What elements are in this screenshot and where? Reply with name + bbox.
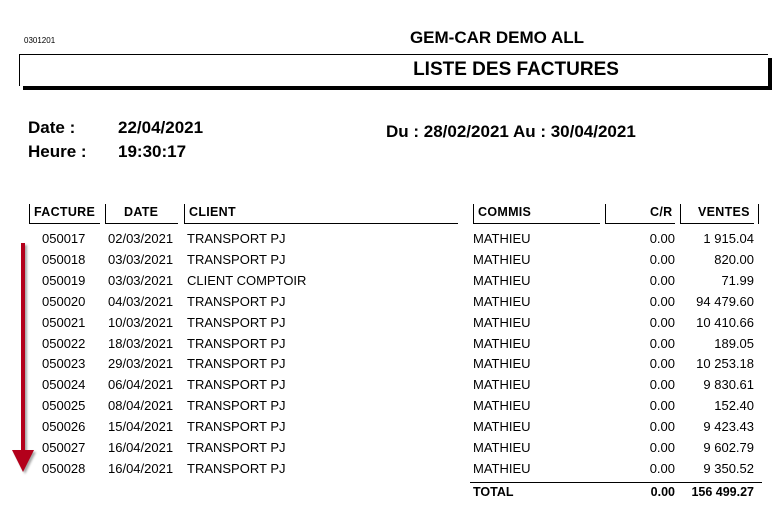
cell-facture: 050020 <box>42 293 86 309</box>
cell-facture: 050026 <box>42 419 86 435</box>
column-divider <box>184 204 185 224</box>
header-underline <box>473 223 600 224</box>
cell-commis: MATHIEU <box>473 335 531 351</box>
arrow-down-icon <box>12 450 34 472</box>
cell-facture: 050027 <box>42 440 86 455</box>
cell-client: TRANSPORT PJ <box>187 231 286 246</box>
column-header-ventes: VENTES <box>698 205 750 219</box>
cell-commis: MATHIEU <box>473 440 531 455</box>
date-value: 22/04/2021 <box>118 118 204 137</box>
cell-ventes: 152.40 <box>714 398 754 414</box>
cell-cr: 0.00 <box>649 272 675 288</box>
report-title: LISTE DES FACTURES <box>413 59 619 80</box>
cell-commis: MATHIEU <box>473 314 531 330</box>
cell-commis: MATHIEU <box>473 272 531 288</box>
cell-facture: 050021 <box>42 314 86 330</box>
cell-client: TRANSPORT PJ <box>187 440 286 455</box>
column-divider <box>473 204 474 224</box>
header-underline <box>184 223 458 224</box>
cell-ventes: 1 915.04 <box>703 231 754 246</box>
time-value: 19:30:17 <box>118 142 187 161</box>
cell-client: TRANSPORT PJ <box>187 377 286 393</box>
cell-cr: 0.00 <box>649 460 675 476</box>
cell-cr: 0.00 <box>649 356 675 372</box>
cell-ventes: 9 602.79 <box>703 440 754 455</box>
cell-cr: 0.00 <box>649 419 675 435</box>
header-underline <box>105 223 178 224</box>
cell-date: 04/03/2021 <box>108 293 174 309</box>
cell-client: TRANSPORT PJ <box>187 460 286 476</box>
cell-client: TRANSPORT PJ <box>187 356 286 372</box>
total-ventes: 156 499.27 <box>691 485 754 499</box>
arrow-down-icon-shaft <box>21 243 25 453</box>
column-header-date: DATE <box>124 205 159 219</box>
cell-ventes: 10 410.66 <box>696 314 754 330</box>
cell-ventes: 71.99 <box>721 272 754 288</box>
total-label: TOTAL <box>473 485 514 499</box>
header-underline <box>680 223 754 224</box>
cell-client: TRANSPORT PJ <box>187 293 286 309</box>
cell-commis: MATHIEU <box>473 398 531 414</box>
cell-client: TRANSPORT PJ <box>187 335 286 351</box>
cell-ventes: 9 350.52 <box>703 460 754 476</box>
cell-ventes: 94 479.60 <box>696 293 754 309</box>
cell-client: TRANSPORT PJ <box>187 251 286 267</box>
cell-commis: MATHIEU <box>473 293 531 309</box>
column-divider <box>680 204 681 224</box>
column-divider <box>29 204 30 224</box>
cell-ventes: 9 423.43 <box>703 419 754 435</box>
cell-client: TRANSPORT PJ <box>187 314 286 330</box>
cell-date: 29/03/2021 <box>108 356 174 372</box>
cell-cr: 0.00 <box>649 293 675 309</box>
cell-ventes: 9 830.61 <box>703 377 754 393</box>
cell-ventes: 189.05 <box>714 335 754 351</box>
cell-date: 15/04/2021 <box>108 419 174 435</box>
cell-cr: 0.00 <box>649 398 675 414</box>
cell-facture: 050017 <box>42 231 86 246</box>
cell-cr: 0.00 <box>649 440 675 455</box>
cell-commis: MATHIEU <box>473 251 531 267</box>
cell-facture: 050018 <box>42 251 86 267</box>
cell-date: 03/03/2021 <box>108 272 174 288</box>
cell-commis: MATHIEU <box>473 231 531 246</box>
cell-ventes: 820.00 <box>714 251 754 267</box>
cell-ventes: 10 253.18 <box>696 356 754 372</box>
time-label: Heure : <box>28 142 87 161</box>
cell-cr: 0.00 <box>649 231 675 246</box>
cell-client: TRANSPORT PJ <box>187 419 286 435</box>
cell-client: CLIENT COMPTOIR <box>187 272 307 288</box>
header-underline <box>29 223 100 224</box>
cell-commis: MATHIEU <box>473 377 531 393</box>
cell-date: 03/03/2021 <box>108 251 174 267</box>
cell-cr: 0.00 <box>649 251 675 267</box>
column-header-facture: FACTURE <box>34 205 96 219</box>
header-underline <box>605 223 675 224</box>
cell-facture: 050024 <box>42 377 86 393</box>
cell-date: 16/04/2021 <box>108 440 174 455</box>
cell-commis: MATHIEU <box>473 460 531 476</box>
column-divider <box>605 204 606 224</box>
column-header-commis: COMMIS <box>478 205 532 219</box>
company-name: GEM-CAR DEMO ALL <box>409 28 585 47</box>
column-header-cr: C/R <box>650 205 673 219</box>
cell-cr: 0.00 <box>649 377 675 393</box>
cell-commis: MATHIEU <box>473 356 531 372</box>
cell-date: 02/03/2021 <box>108 231 174 246</box>
cell-date: 16/04/2021 <box>108 460 174 476</box>
cell-facture: 050019 <box>42 272 86 288</box>
cell-date: 06/04/2021 <box>108 377 174 393</box>
cell-facture: 050022 <box>42 335 86 351</box>
date-label: Date : <box>28 118 76 137</box>
cell-cr: 0.00 <box>649 335 675 351</box>
cell-client: TRANSPORT PJ <box>187 398 286 414</box>
cell-facture: 050025 <box>42 398 86 414</box>
column-header-client: CLIENT <box>189 205 236 219</box>
cell-facture: 050028 <box>42 460 86 476</box>
cell-commis: MATHIEU <box>473 419 531 435</box>
cell-date: 10/03/2021 <box>108 314 174 330</box>
column-divider <box>758 204 759 224</box>
cell-facture: 050023 <box>42 356 86 372</box>
cell-cr: 0.00 <box>649 314 675 330</box>
cell-date: 18/03/2021 <box>108 335 174 351</box>
cell-date: 08/04/2021 <box>108 398 174 414</box>
column-divider <box>105 204 106 224</box>
report-code: 0301201 <box>24 36 56 45</box>
date-range: Du : 28/02/2021 Au : 30/04/2021 <box>386 122 636 141</box>
total-separator <box>470 482 762 483</box>
total-cr: 0.00 <box>650 485 675 499</box>
